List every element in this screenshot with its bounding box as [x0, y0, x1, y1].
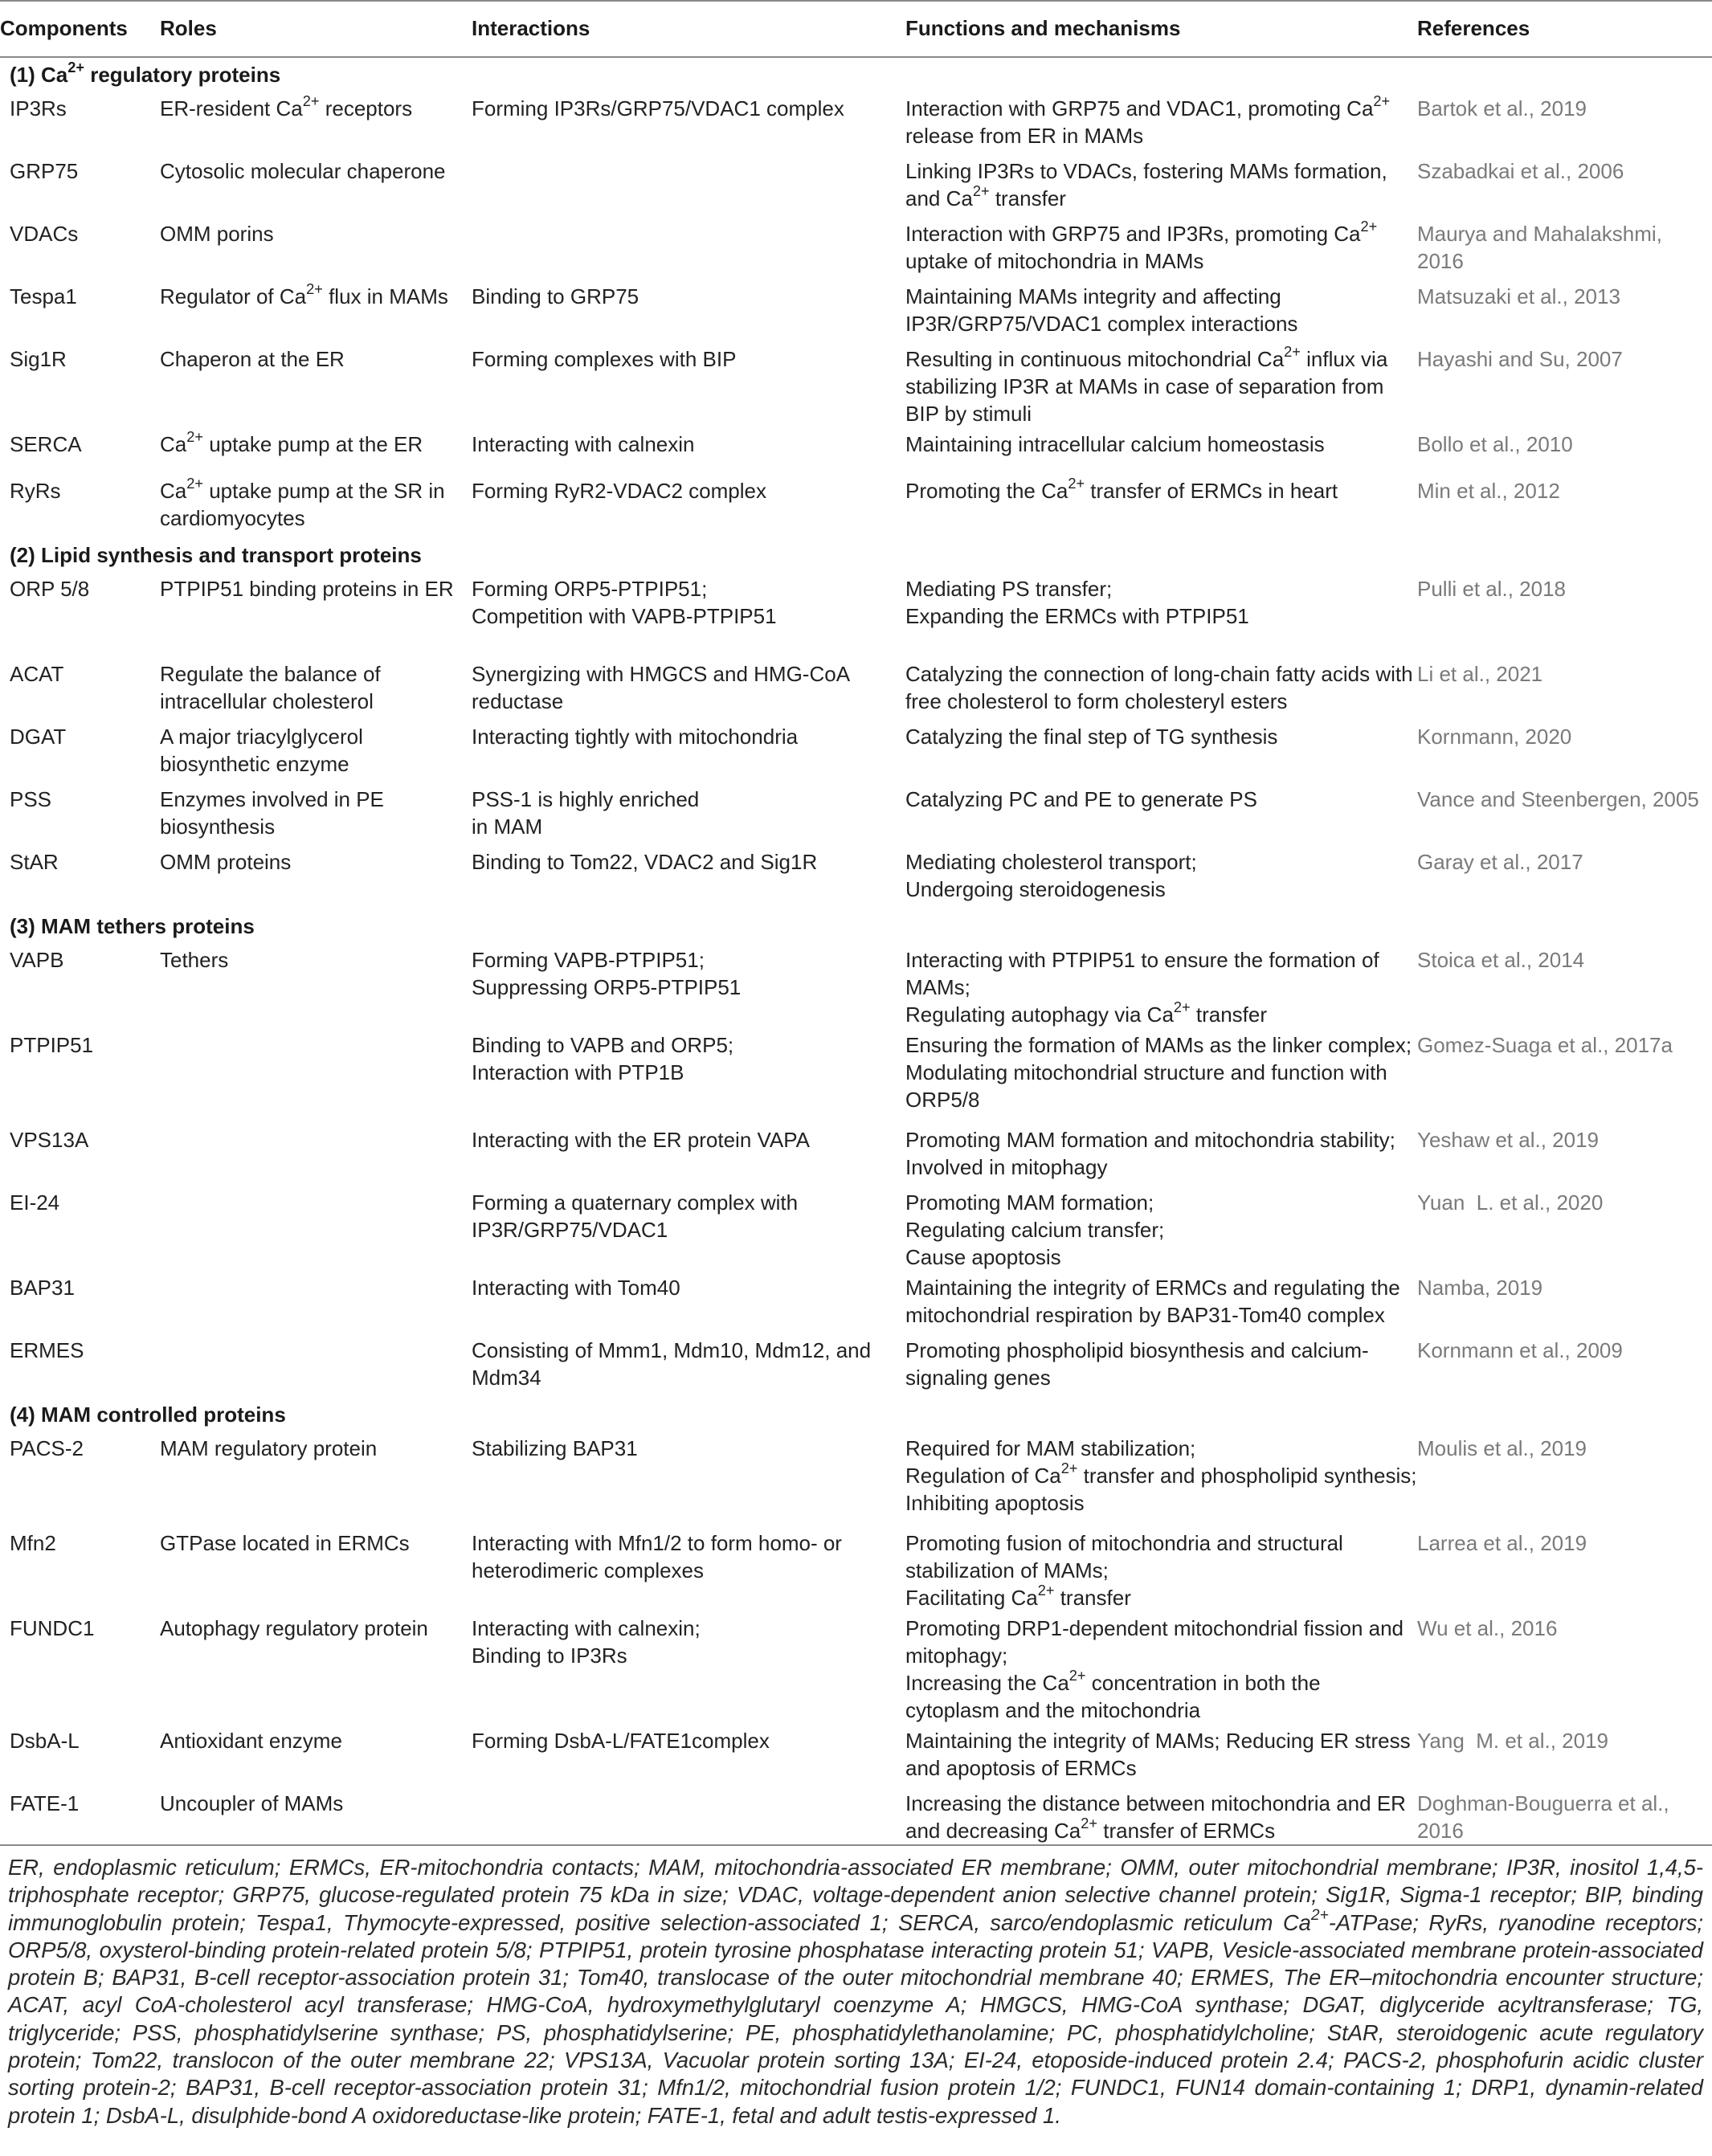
- table-row: [0, 1271, 1712, 1333]
- cell-reference: Moulis et al., 2019: [1417, 1436, 1587, 1460]
- cell-role: Autophagy regulatory protein: [160, 1616, 428, 1640]
- cell-interaction: Forming IP3Rs/GRP75/VDAC1 complex: [472, 96, 844, 120]
- cell-function: Promoting MAM formation; Regulating calcium transfer; Cause apoptosis: [905, 1190, 1165, 1269]
- table-row: [0, 1724, 1712, 1786]
- cell-reference: Yeshaw et al., 2019: [1417, 1128, 1599, 1152]
- cell-role: OMM porins: [160, 222, 274, 246]
- cell-reference: Vance and Steenbergen, 2005: [1417, 787, 1699, 811]
- cell-interaction: Binding to Tom22, VDAC2 and Sig1R: [472, 850, 818, 874]
- header-functions: Functions and mechanisms: [905, 16, 1181, 40]
- cell-function: Promoting DRP1-dependent mitochondrial fission and mitophagy; Increasing the $Ca^{2+}$ concentration in both the cytoplasm and the mitochondria: [905, 1616, 1404, 1722]
- section-row: [0, 908, 1712, 943]
- section-title: (3) MAM tethers proteins: [10, 914, 255, 938]
- section-row: [0, 56, 1712, 92]
- cell-component: VPS13A: [10, 1128, 89, 1152]
- cell-component: Mfn2: [10, 1531, 56, 1555]
- cell-role: ER-resident $Ca^{2+}$ receptors: [160, 93, 413, 120]
- cell-interaction: Forming a quaternary complex with IP3R/GRP75/VDAC1: [472, 1190, 799, 1242]
- cell-component: VDACs: [10, 222, 79, 246]
- cell-interaction: [472, 154, 905, 217]
- cell-interaction: Forming RyR2-VDAC2 complex: [472, 479, 766, 503]
- cell-function: Maintaining the integrity of MAMs; Reducing ER stress and apoptosis of ERMCs: [905, 1729, 1411, 1780]
- cell-function: Maintaining intracellular calcium homeostasis: [905, 432, 1325, 456]
- cell-function: Interaction with GRP75 and VDAC1, promoting $Ca^{2+}$ release from ER in MAMs: [905, 93, 1391, 148]
- cell-reference: Kornmann et al., 2009: [1417, 1338, 1623, 1362]
- cell-reference: Bollo et al., 2010: [1417, 432, 1573, 456]
- cell-reference: Hayashi and Su, 2007: [1417, 347, 1623, 371]
- cell-interaction: Binding to GRP75: [472, 284, 639, 308]
- cell-function: Linking IP3Rs to VDACs, fostering MAMs formation, and $Ca^{2+}$ transfer: [905, 159, 1387, 210]
- section-row: [0, 537, 1712, 572]
- cell-interaction: [472, 217, 905, 280]
- cell-component: GRP75: [10, 159, 79, 183]
- cell-role: Uncoupler of MAMs: [160, 1791, 344, 1815]
- table-row: [0, 427, 1712, 474]
- cell-reference: Min et al., 2012: [1417, 479, 1560, 503]
- cell-role: [160, 1028, 472, 1123]
- cell-interaction: Forming DsbA-L/FATE1complex: [472, 1729, 770, 1753]
- cell-function: Resulting in continuous mitochondrial $Ca^{2+}$ influx via stabilizing IP3R at MAMs in case of separation from BIP by stimuli: [905, 344, 1388, 426]
- cell-role: $Ca^{2+}$ uptake pump at the SR in cardiomyocytes: [160, 476, 445, 530]
- cell-function: Catalyzing PC and PE to generate PS: [905, 787, 1257, 811]
- cell-function: Increasing the distance between mitochondria and ER and decreasing $Ca^{2+}$ transfer of ERMCs: [905, 1791, 1406, 1843]
- table-row: [0, 1123, 1712, 1186]
- table-row: [0, 280, 1712, 342]
- cell-reference: Wu et al., 2016: [1417, 1616, 1558, 1640]
- cell-function: Maintaining the integrity of ERMCs and regulating the mitochondrial respiration by BAP31-Tom40 complex: [905, 1276, 1400, 1327]
- cell-reference: Garay et al., 2017: [1417, 850, 1583, 874]
- table-row: [0, 474, 1712, 537]
- cell-role: [160, 1123, 472, 1186]
- cell-reference: Bartok et al., 2019: [1417, 96, 1587, 120]
- table-row: [0, 217, 1712, 280]
- cell-role: Tethers: [160, 948, 229, 972]
- cell-reference: Yang M. et al., 2019: [1417, 1729, 1608, 1753]
- cell-component: PSS: [10, 787, 52, 811]
- cell-role: MAM regulatory protein: [160, 1436, 378, 1460]
- cell-function: Interacting with PTPIP51 to ensure the formation of MAMs; Regulating autophagy via $Ca^{2+}$ transfer: [905, 948, 1379, 1027]
- cell-component: ERMES: [10, 1338, 84, 1362]
- cell-role: [160, 1186, 472, 1271]
- header-components: Components: [0, 16, 128, 40]
- cell-component: ACAT: [10, 662, 64, 686]
- cell-function: Catalyzing the connection of long-chain fatty acids with free cholesterol to form cholesteryl esters: [905, 662, 1413, 713]
- cell-role: GTPase located in ERMCs: [160, 1531, 410, 1555]
- table-row: [0, 845, 1712, 908]
- section-row: [0, 1396, 1712, 1431]
- table-row: [0, 1786, 1712, 1849]
- cell-role: OMM proteins: [160, 850, 292, 874]
- cell-reference: Matsuzaki et al., 2013: [1417, 284, 1620, 308]
- cell-function: Mediating cholesterol transport; Undergoing steroidogenesis: [905, 850, 1197, 901]
- cell-interaction: Interacting tightly with mitochondria: [472, 725, 799, 749]
- table-row: [0, 657, 1712, 720]
- table-row: [0, 92, 1712, 154]
- cell-interaction: PSS-1 is highly enriched in MAM: [472, 787, 700, 839]
- cell-component: PTPIP51: [10, 1033, 94, 1057]
- table-row: [0, 1333, 1712, 1396]
- cell-role: Antioxidant enzyme: [160, 1729, 342, 1753]
- section-title: (4) MAM controlled proteins: [10, 1403, 286, 1427]
- cell-component: BAP31: [10, 1276, 75, 1300]
- cell-reference: Gomez-Suaga et al., 2017a: [1417, 1033, 1673, 1057]
- table-body: [0, 56, 1712, 1849]
- cell-interaction: [472, 1786, 905, 1849]
- cell-interaction: Interacting with calnexin; Binding to IP3Rs: [472, 1616, 701, 1668]
- cell-function: Promoting fusion of mitochondria and structural stabilization of MAMs; Facilitating $Ca^{2+}$ transfer: [905, 1531, 1343, 1610]
- header-row: [0, 0, 1712, 56]
- cell-reference: Pulli et al., 2018: [1417, 577, 1567, 601]
- table-row: [0, 1526, 1712, 1611]
- cell-component: FATE-1: [10, 1791, 80, 1815]
- cell-function: Ensuring the formation of MAMs as the linker complex; Modulating mitochondrial structure and function with ORP5/8: [905, 1033, 1412, 1112]
- cell-component: EI-24: [10, 1190, 60, 1215]
- cell-component: SERCA: [10, 432, 82, 456]
- cell-role: Enzymes involved in PE biosynthesis: [160, 787, 384, 839]
- cell-interaction: Stabilizing BAP31: [472, 1436, 638, 1460]
- table-row: [0, 572, 1712, 657]
- cell-role: A major triacylglycerol biosynthetic enzyme: [160, 725, 363, 776]
- cell-interaction: Interacting with the ER protein VAPA: [472, 1128, 811, 1152]
- cell-interaction: Interacting with Mfn1/2 to form homo- or heterodimeric complexes: [472, 1531, 842, 1582]
- table-row: [0, 1186, 1712, 1271]
- cell-role: Chaperon at the ER: [160, 347, 345, 371]
- section-title: (1) $Ca^{2+}$ regulatory proteins: [10, 59, 281, 87]
- cell-role: Cytosolic molecular chaperone: [160, 159, 446, 183]
- table-row: [0, 154, 1712, 217]
- cell-function: Promoting phospholipid biosynthesis and calcium-signaling genes: [905, 1338, 1369, 1390]
- table-row: [0, 342, 1712, 427]
- cell-interaction: Binding to VAPB and ORP5; Interaction with PTP1B: [472, 1033, 734, 1084]
- cell-reference: Yuan L. et al., 2020: [1417, 1190, 1604, 1215]
- table-row: [0, 782, 1712, 845]
- table-row: [0, 943, 1712, 1028]
- cell-function: Promoting the $Ca^{2+}$ transfer of ERMCs in heart: [905, 476, 1338, 503]
- cell-component: IP3Rs: [10, 96, 67, 120]
- cell-reference: Namba, 2019: [1417, 1276, 1543, 1300]
- cell-function: Interaction with GRP75 and IP3Rs, promoting $Ca^{2+}$ uptake of mitochondria in MAMs: [905, 218, 1378, 273]
- cell-reference: Maurya and Mahalakshmi, 2016: [1417, 222, 1662, 273]
- cell-interaction: Interacting with Tom40: [472, 1276, 680, 1300]
- table-row: [0, 1611, 1712, 1724]
- cell-role: PTPIP51 binding proteins in ER: [160, 577, 454, 601]
- cell-interaction: Synergizing with HMGCS and HMG-CoA reductase: [472, 662, 849, 713]
- cell-function: Maintaining MAMs integrity and affecting IP3R/GRP75/VDAC1 complex interactions: [905, 284, 1298, 336]
- cell-component: PACS-2: [10, 1436, 84, 1460]
- cell-function: Mediating PS transfer; Expanding the ERMCs with PTPIP51: [905, 577, 1249, 628]
- header-interactions: Interactions: [472, 16, 590, 40]
- cell-component: DGAT: [10, 725, 67, 749]
- section-title: (2) Lipid synthesis and transport proteins: [10, 543, 422, 567]
- cell-role: Regulator of $Ca^{2+}$ flux in MAMs: [160, 281, 448, 308]
- cell-component: FUNDC1: [10, 1616, 95, 1640]
- cell-component: ORP 5/8: [10, 577, 90, 601]
- cell-role: Regulate the balance of intracellular cholesterol: [160, 662, 381, 713]
- cell-interaction: Forming complexes with BIP: [472, 347, 737, 371]
- table-row: [0, 720, 1712, 782]
- cell-reference: Li et al., 2021: [1417, 662, 1543, 686]
- cell-function: Promoting MAM formation and mitochondria stability; Involved in mitophagy: [905, 1128, 1395, 1179]
- cell-reference: Doghman-Bouguerra et al., 2016: [1417, 1791, 1669, 1843]
- cell-component: RyRs: [10, 479, 61, 503]
- cell-reference: Stoica et al., 2014: [1417, 948, 1585, 972]
- cell-interaction: Consisting of Mmm1, Mdm10, Mdm12, and Mdm34: [472, 1338, 872, 1390]
- cell-interaction: Forming ORP5-PTPIP51; Competition with VAPB-PTPIP51: [472, 577, 777, 628]
- cell-role: $Ca^{2+}$ uptake pump at the ER: [160, 429, 423, 456]
- cell-interaction: Forming VAPB-PTPIP51; Suppressing ORP5-PTPIP51: [472, 948, 742, 999]
- cell-function: Catalyzing the final step of TG synthesis: [905, 725, 1278, 749]
- cell-function: Required for MAM stabilization; Regulation of $Ca^{2+}$ transfer and phospholipid synthesis; Inhibiting apoptosis: [905, 1436, 1417, 1515]
- cell-reference: Szabadkai et al., 2006: [1417, 159, 1624, 183]
- cell-component: Sig1R: [10, 347, 67, 371]
- header-roles: Roles: [160, 16, 217, 40]
- cell-reference: Larrea et al., 2019: [1417, 1531, 1587, 1555]
- cell-component: Tespa1: [10, 284, 77, 308]
- cell-reference: Kornmann, 2020: [1417, 725, 1572, 749]
- cell-role: [160, 1333, 472, 1396]
- cell-component: StAR: [10, 850, 59, 874]
- cell-component: DsbA-L: [10, 1729, 80, 1753]
- table-row: [0, 1028, 1712, 1123]
- cell-component: VAPB: [10, 948, 64, 972]
- header-references: References: [1417, 16, 1530, 40]
- cell-interaction: Interacting with calnexin: [472, 432, 695, 456]
- footnote: ER, endoplasmic reticulum; ERMCs, ER-mitochondria contacts; MAM, mitochondria-associated ER membrane; OMM, outer mitochondrial membrane; IP3R, inositol 1,4,5-triphosphate receptor; GRP75, glucose-regulated protein 75 kDa in size; VDAC, voltage-dependent anion selective channel protein; Sig1R, Sigma-1 receptor; BIP, binding immunoglobulin protein; Tespa1, Thymocyte-expressed, positive selection-associated 1; SERCA, sarco/endoplasmic reticulum $Ca^{2+}$-ATPase; RyRs, ryanodine receptors; ORP5/8, oxysterol-binding protein-related protein 5/8; PTPIP51, protein tyrosine phosphatase interacting protein 51; VAPB, Vesicle-associated membrane protein-associated protein B; BAP31, B-cell receptor-association protein 31; Tom40, translocase of the outer mitochondrial membrane 40; ERMES, The ER–mitochondria encounter structure; ACAT, acyl CoA-cholesterol acyl transferase; HMG-CoA, hydroxymethylglutaryl coenzyme A; HMGCS, HMG-CoA synthase; DGAT, diglyceride acyltransferase; TG, triglyceride; PSS, phosphatidylserine synthase; PS, phosphatidylserine; PE, phosphatidylethanolamine; PC, phosphatidylcholine; StAR, steroidogenic acute regulatory protein; Tom22, translocon of the outer membrane 22; VPS13A, Vacuolar protein sorting 13A; EI-24, etoposide-induced protein 2.4; PACS-2, phosphofurin acidic cluster sorting protein-2; BAP31, B-cell receptor-association protein 31; Mfn1/2, mitochondrial fusion protein 1/2; FUNDC1, FUN14 domain-containing 1; DRP1, dynamin-related protein 1; DsbA-L, disulphide-bond A oxidoreductase-like protein; FATE-1, fetal and adult testis-expressed 1.: [8, 1855, 1703, 2128]
- table-row: [0, 1431, 1712, 1526]
- cell-role: [160, 1271, 472, 1333]
